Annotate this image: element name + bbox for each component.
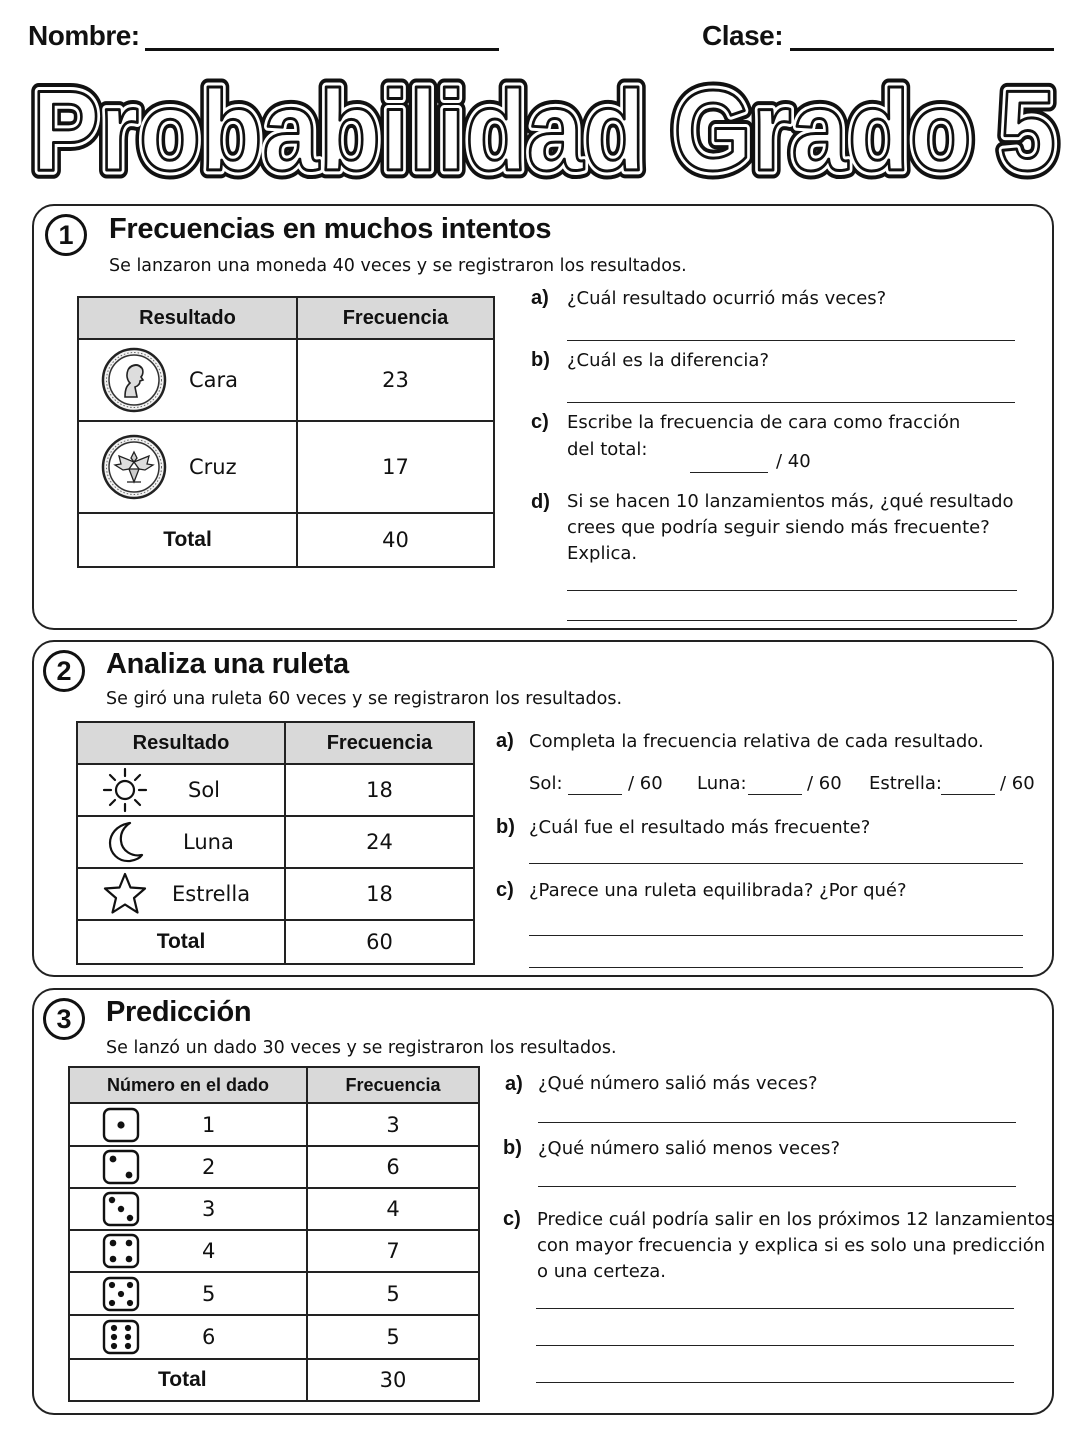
name-label: Nombre: (28, 20, 140, 51)
table-total-value: 30 (307, 1359, 479, 1401)
answer-line[interactable] (567, 620, 1017, 621)
class-label: Clase: (702, 20, 784, 51)
table-total-label: Total (69, 1359, 307, 1401)
table-total-label: Total (77, 920, 285, 964)
section-2-title: Analiza una ruleta (106, 648, 349, 680)
question-letter: a) (505, 1073, 523, 1095)
question-letter: d) (531, 491, 550, 513)
table-cell-value: 5 (307, 1272, 479, 1315)
answer-line[interactable] (567, 340, 1015, 341)
table-cell-value: 23 (297, 339, 494, 421)
question-text: Completa la frecuencia relativa de cada resultado. (529, 731, 984, 752)
coin-tails-icon (101, 434, 167, 500)
table-cell-value: 18 (285, 868, 474, 920)
table-row (69, 1315, 479, 1359)
answer-line[interactable] (529, 967, 1023, 968)
table-total-row (77, 920, 474, 964)
table-row (69, 1272, 479, 1315)
table-total-value: 40 (297, 513, 494, 567)
table-cell-label: 4 (202, 1239, 216, 1263)
section-3-number: 3 (43, 998, 85, 1040)
question-text: ¿Cuál resultado ocurrió más veces? (567, 288, 887, 309)
die-three-icon (102, 1191, 140, 1227)
section-1-subtitle: Se lanzaron una moneda 40 veces y se registraron los resultados. (109, 256, 687, 276)
question-letter: c) (496, 879, 514, 901)
table-row (78, 421, 494, 513)
fraction-blank-luna[interactable] (748, 794, 802, 795)
moon-icon (102, 819, 148, 865)
question-text-line3: Explica. (567, 543, 638, 564)
fraction-label-estrella: Estrella: (869, 773, 942, 794)
question-text: ¿Qué número salió más veces? (538, 1073, 818, 1094)
table-cell-label: Estrella (172, 882, 251, 906)
fraction-denominator: / 60 (1000, 773, 1035, 794)
table-cell-label: 1 (202, 1112, 216, 1137)
table-row (69, 1188, 479, 1230)
dice-table (68, 1066, 480, 1402)
answer-line[interactable] (567, 590, 1017, 591)
question-letter: a) (496, 730, 514, 752)
name-field[interactable] (145, 48, 499, 51)
table-row (78, 339, 494, 421)
fraction-denominator: / 60 (628, 773, 663, 794)
table-cell-value: 3 (307, 1103, 479, 1146)
table-cell-value: 7 (307, 1230, 479, 1272)
table-cell-label: Cruz (189, 455, 237, 479)
question-text: ¿Qué número salió menos veces? (538, 1138, 840, 1159)
answer-line[interactable] (536, 1382, 1014, 1383)
table-total-value: 60 (285, 920, 474, 964)
section-1-number: 1 (45, 214, 87, 256)
fraction-blank[interactable] (690, 472, 768, 473)
table-header: Frecuencia (307, 1067, 479, 1103)
table-cell-value: 6 (307, 1146, 479, 1188)
die-two-icon (102, 1149, 140, 1185)
section-2-number: 2 (43, 650, 85, 692)
fraction-blank-sol[interactable] (568, 794, 622, 795)
question-text: ¿Parece una ruleta equilibrada? ¿Por qué? (529, 880, 907, 901)
table-header: Frecuencia (297, 297, 494, 339)
question-text: Predice cuál podría salir en los próximos 12 lanzamientos (537, 1209, 1055, 1230)
table-cell-label: 5 (202, 1281, 216, 1306)
fraction-label-sol: Sol: (529, 773, 563, 794)
table-cell-value: 17 (297, 421, 494, 513)
table-cell-label: 2 (202, 1155, 216, 1179)
fraction-blank-estrella[interactable] (941, 794, 995, 795)
sun-icon (102, 767, 148, 813)
table-total-label: Total (78, 513, 297, 567)
class-field[interactable] (790, 48, 1054, 51)
section-1-title: Frecuencias en muchos intentos (109, 213, 552, 245)
answer-line[interactable] (536, 1308, 1014, 1309)
die-five-icon (102, 1276, 140, 1312)
page-title-inner: Probabilidad Grado 5 (32, 68, 1056, 192)
table-cell-value: 5 (307, 1315, 479, 1359)
question-letter: c) (503, 1208, 521, 1230)
question-text-line2: crees que podría seguir siendo más frecuente? (567, 517, 990, 538)
fraction-denominator: / 60 (807, 773, 842, 794)
table-cell-label: Luna (183, 830, 234, 854)
die-four-icon (102, 1233, 140, 1269)
question-text-line3: o una certeza. (537, 1261, 667, 1282)
question-letter: c) (531, 411, 549, 433)
coin-heads-icon (101, 347, 167, 413)
table-cell-label: Cara (189, 368, 239, 392)
star-icon (102, 871, 148, 917)
table-header: Frecuencia (285, 722, 474, 764)
question-letter: b) (531, 349, 550, 371)
question-text: Si se hacen 10 lanzamientos más, ¿qué resultado (567, 491, 1014, 512)
table-header: Resultado (78, 297, 297, 339)
answer-line[interactable] (538, 1186, 1016, 1187)
question-letter: a) (531, 287, 549, 309)
spinner-table (76, 721, 475, 965)
table-cell-label: 3 (202, 1197, 216, 1221)
die-six-icon (102, 1319, 140, 1355)
question-text: Escribe la frecuencia de cara como fracción (567, 412, 961, 433)
table-total-row (69, 1359, 479, 1401)
coin-table (77, 296, 495, 568)
table-cell-value: 4 (307, 1188, 479, 1230)
table-row (69, 1103, 479, 1146)
table-row (77, 868, 474, 920)
table-cell-value: 24 (285, 816, 474, 868)
question-letter: b) (496, 816, 515, 838)
section-2-subtitle: Se giró una ruleta 60 veces y se registraron los resultados. (106, 689, 623, 709)
table-cell-value: 18 (285, 764, 474, 816)
page-title-middle: Probabilidad Grado 5 (32, 68, 1056, 192)
answer-line[interactable] (529, 935, 1023, 936)
question-text-line2: con mayor frecuencia y explica si es solo una predicción (537, 1235, 1046, 1256)
table-row (77, 816, 474, 868)
fraction-label-luna: Luna: (697, 773, 747, 794)
table-row (77, 764, 474, 816)
table-cell-label: 6 (202, 1325, 216, 1349)
answer-line[interactable] (538, 1122, 1016, 1123)
question-text: ¿Cuál fue el resultado más frecuente? (529, 817, 871, 838)
question-text: ¿Cuál es la diferencia? (567, 350, 770, 371)
question-text-line2: del total: (567, 439, 648, 460)
page-title (28, 62, 1063, 192)
section-3-subtitle: Se lanzó un dado 30 veces y se registraron los resultados. (106, 1038, 617, 1058)
table-total-row (78, 513, 494, 567)
table-header: Resultado (77, 722, 285, 764)
fraction-denominator: / 40 (776, 451, 811, 472)
section-3-title: Predicción (106, 996, 252, 1028)
answer-line[interactable] (529, 863, 1023, 864)
die-one-icon (102, 1107, 140, 1143)
page-title-outer: Probabilidad Grado 5 (32, 68, 1056, 192)
table-row (69, 1230, 479, 1272)
table-cell-label: Sol (188, 778, 221, 802)
table-header: Número en el dado (69, 1067, 307, 1103)
table-row (69, 1146, 479, 1188)
answer-line[interactable] (567, 402, 1015, 403)
question-letter: b) (503, 1137, 522, 1159)
answer-line[interactable] (536, 1345, 1014, 1346)
